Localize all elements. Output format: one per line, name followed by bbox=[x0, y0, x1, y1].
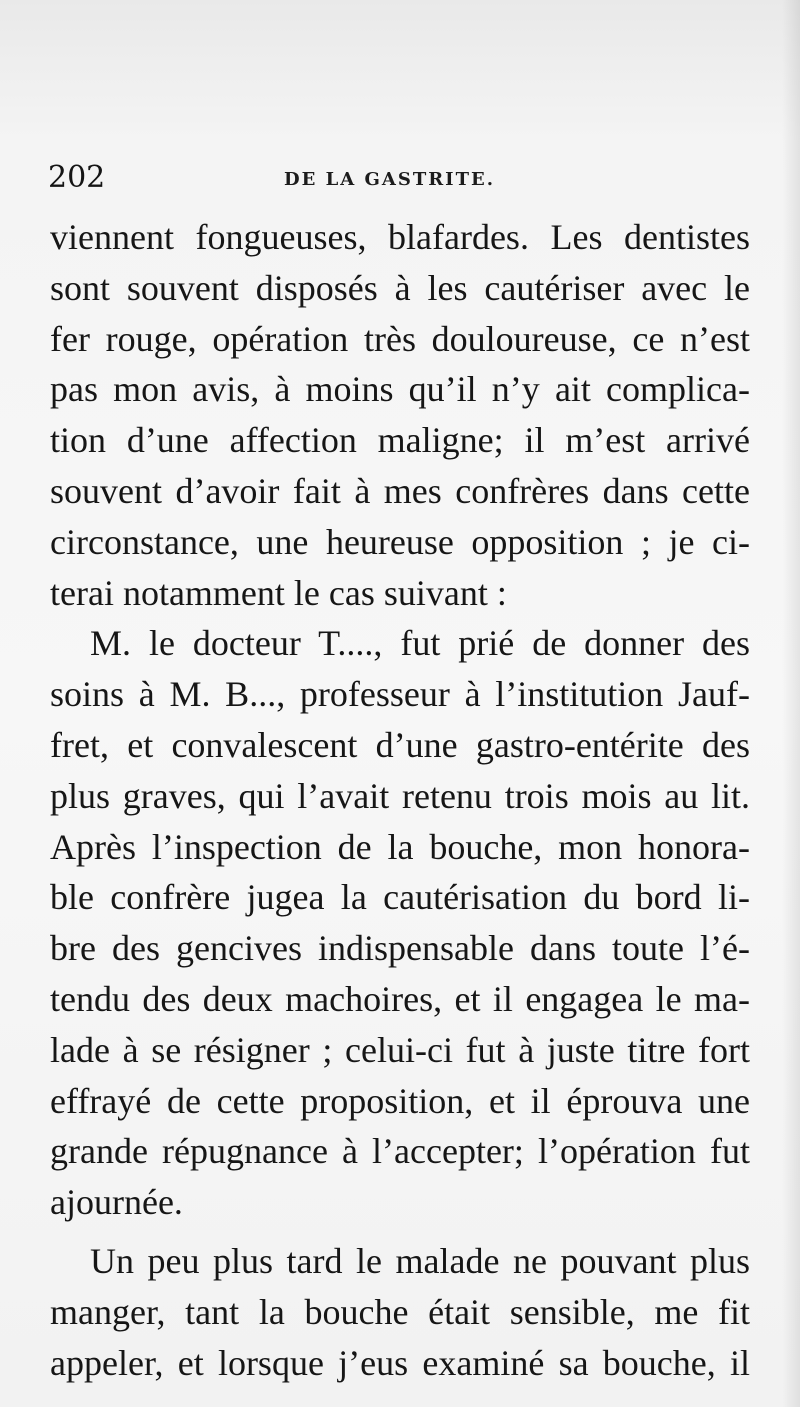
text-line: bre des gencives indispensable dans toute l’é- bbox=[50, 928, 750, 969]
text-line: ble confrère jugea la cautérisation du bord li- bbox=[50, 877, 750, 918]
text-line: terai notamment le cas suivant : bbox=[50, 572, 507, 613]
text-line: soins à M. B..., professeur à l’institution Jauf- bbox=[50, 674, 750, 715]
text-line: tion d’une affection maligne; il m’est arrivé bbox=[50, 420, 750, 461]
text-line: manger, tant la bouche était sensible, me fit bbox=[50, 1291, 750, 1332]
text-line: M. le docteur T...., fut prié de donner des bbox=[90, 623, 750, 664]
text-line: viennent fongueuses, blafardes. Les dentistes bbox=[50, 217, 750, 257]
text-line: appeler, et lorsque j’eus examiné sa bouche, il bbox=[50, 1342, 750, 1383]
page-number: 202 bbox=[48, 160, 106, 195]
text-line: fret, et convalescent d’une gastro-entérite des bbox=[50, 724, 750, 765]
text-line: effrayé de cette proposition, et il éprouva une bbox=[50, 1080, 750, 1121]
text-line: pas mon avis, à moins qu’il n’y ait complica- bbox=[50, 369, 750, 410]
body-text bbox=[50, 212, 750, 1388]
text-line: tendu des deux machoires, et il engagea le ma- bbox=[50, 978, 750, 1019]
running-header bbox=[48, 160, 748, 200]
text-line: grande répugnance à l’accepter; l’opération fut bbox=[50, 1131, 750, 1172]
text-line: Un peu plus tard le malade ne pouvant plus bbox=[90, 1240, 750, 1281]
text-line: lade à se résigner ; celui-ci fut à juste titre fort bbox=[50, 1029, 750, 1070]
text-line: Après l’inspection de la bouche, mon honora- bbox=[50, 826, 750, 867]
running-title: DE LA GASTRITE. bbox=[284, 169, 495, 190]
page-edge-shadow bbox=[782, 0, 800, 1407]
text-line: sont souvent disposés à les cautériser avec le bbox=[50, 267, 750, 308]
text-line: fer rouge, opération très douloureuse, ce n’est bbox=[50, 318, 750, 359]
text-line: circonstance, une heureuse opposition ; je ci- bbox=[50, 521, 750, 562]
paragraph-gap bbox=[50, 1228, 750, 1236]
text-line: souvent d’avoir fait à mes confrères dans cette bbox=[50, 470, 750, 511]
text-line: plus graves, qui l’avait retenu trois mois au lit. bbox=[50, 775, 750, 816]
text-line: ajournée. bbox=[50, 1182, 183, 1223]
